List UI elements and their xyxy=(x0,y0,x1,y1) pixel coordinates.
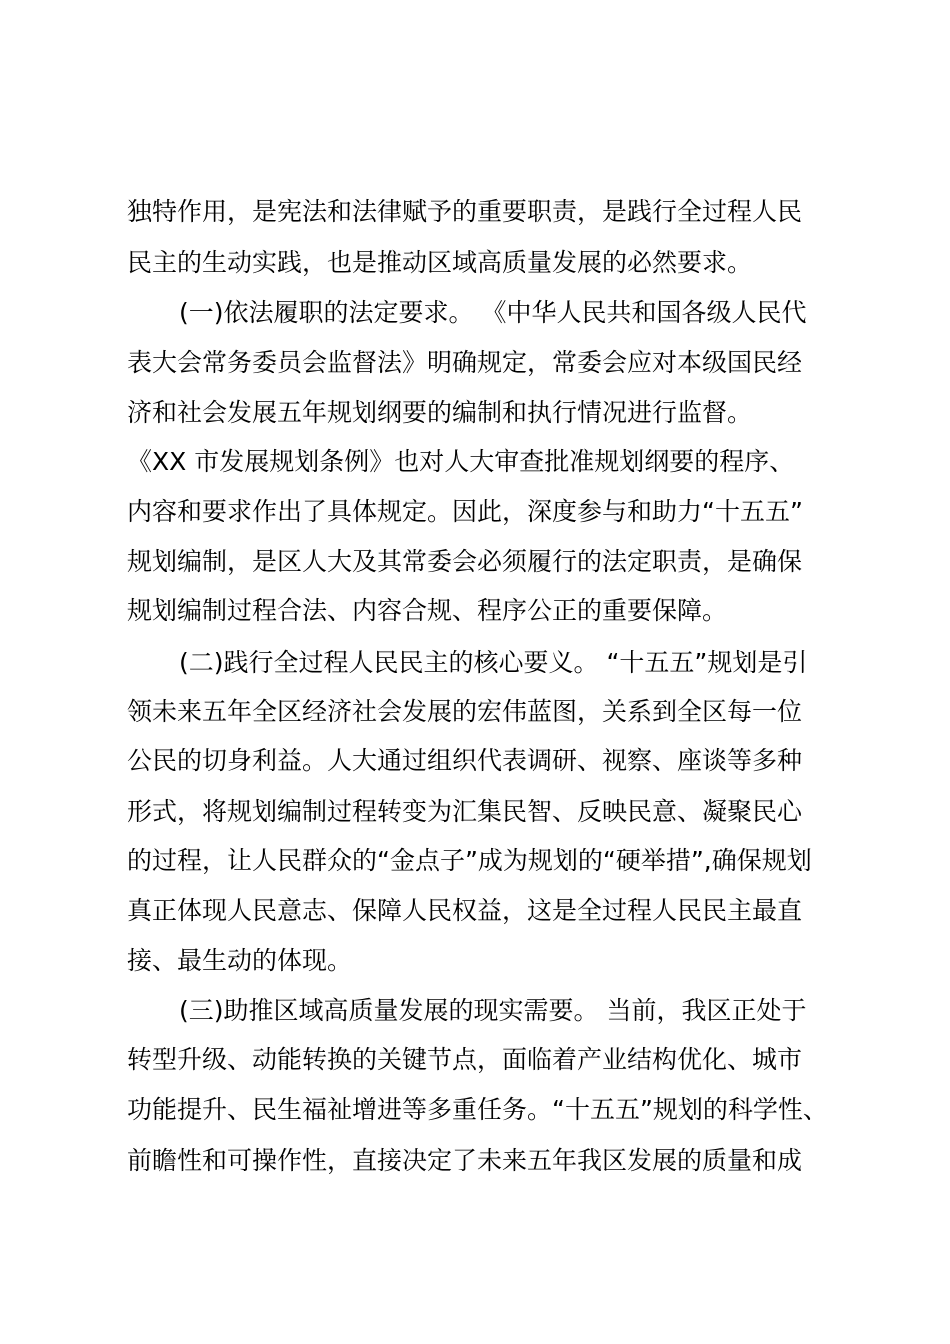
text-line: 转型升级、动能转换的关键节点，面临着产业结构优化、城市 xyxy=(127,1045,803,1074)
text-line: 接、最生动的体现。 xyxy=(127,946,353,975)
text-line: 的过程，让人民群众的“金点子”成为规划的“硬举措”,确保规划 xyxy=(127,846,812,875)
text-line: 济和社会发展五年规划纲要的编制和执行情况进行监督。 xyxy=(127,398,753,427)
text-line: 前瞻性和可操作性，直接决定了未来五年我区发展的质量和成 xyxy=(127,1146,803,1175)
text-line: 公民的切身利益。人大通过组织代表调研、视察、座谈等多种 xyxy=(127,746,803,775)
text-line: 民主的生动实践，也是推动区域高质量发展的必然要求。 xyxy=(127,248,753,277)
text-line: 表大会常务委员会监督法》明确规定，常委会应对本级国民经 xyxy=(127,348,803,377)
text-line: 形式，将规划编制过程转变为汇集民智、反映民意、凝聚民心 xyxy=(127,797,803,826)
text-line: 独特作用，是宪法和法律赋予的重要职责，是践行全过程人民 xyxy=(127,197,803,226)
text-line: 规划编制过程合法、内容合规、程序公正的重要保障。 xyxy=(127,596,728,625)
text-line: 真正体现人民意志、保障人民权益，这是全过程人民民主最直 xyxy=(127,896,803,925)
text-line: 领未来五年全区经济社会发展的宏伟蓝图，关系到全区每一位 xyxy=(127,697,803,726)
text-line: 规划编制，是区人大及其常委会必须履行的法定职责，是确保 xyxy=(127,547,803,576)
text-line: 功能提升、民生福祉增进等多重任务。“十五五”规划的科学性、 xyxy=(127,1095,828,1124)
section-heading-line: (三)助推区域高质量发展的现实需要。 当前，我区正处于 xyxy=(179,996,807,1025)
section-heading-line: (二)践行全过程人民民主的核心要义。 “十五五”规划是引 xyxy=(179,648,808,677)
section-heading-line: (一)依法履职的法定要求。 《中华人民共和国各级人民代 xyxy=(179,298,807,327)
text-line: 内容和要求作出了具体规定。因此，深度参与和助力“十五五” xyxy=(127,497,803,526)
text-line: 《XX 市发展规划条例》也对人大审查批准规划纲要的程序、 xyxy=(127,447,795,476)
